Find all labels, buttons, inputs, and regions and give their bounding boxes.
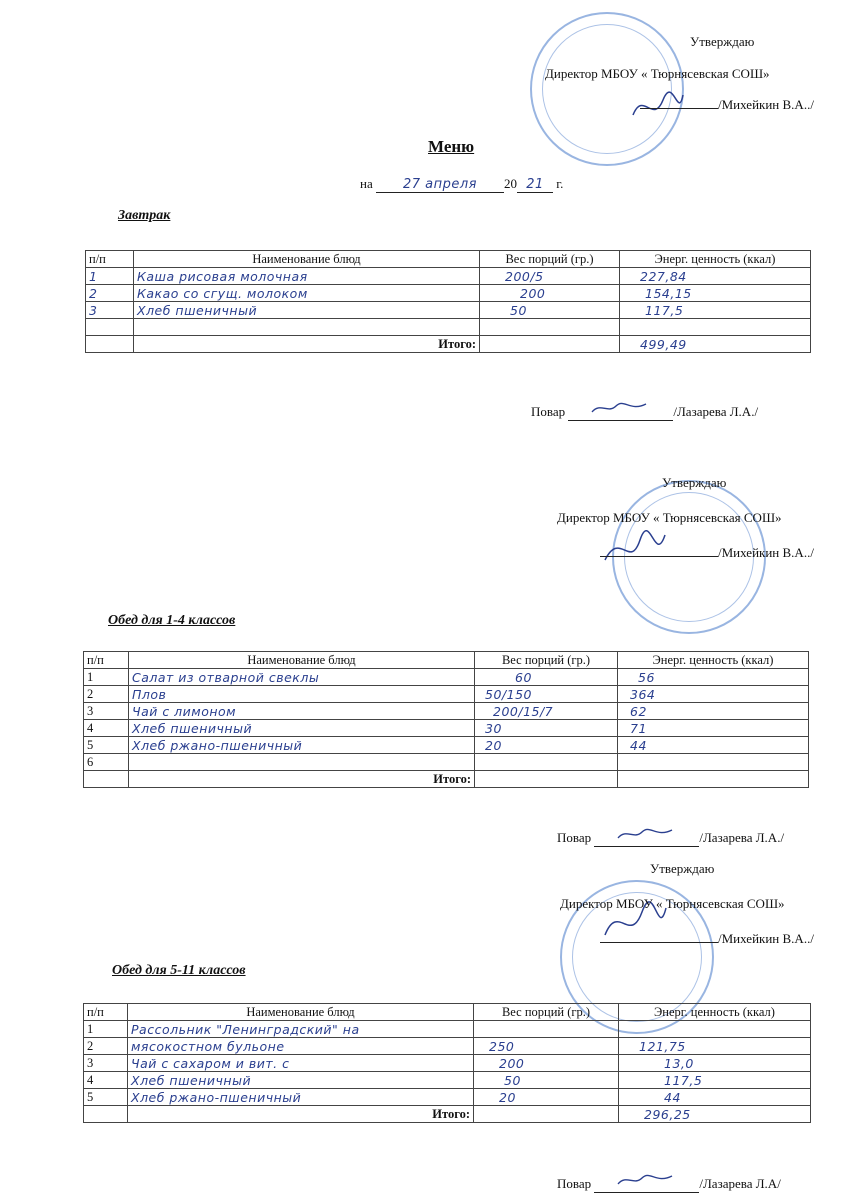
table-row — [86, 285, 811, 302]
total-label: Итого: — [128, 1106, 474, 1123]
row-weight: 50/150 — [475, 686, 618, 703]
row-weight — [480, 319, 620, 336]
cook-signature-line — [568, 400, 673, 421]
section-title-breakfast: Завтрак — [118, 208, 171, 223]
col-name: Наименование блюд — [128, 1004, 474, 1021]
row-num: 2 — [86, 285, 134, 302]
row-energy: 44 — [618, 737, 809, 754]
row-num: 5 — [84, 737, 129, 754]
director-title: Директор МБОУ « Тюрнясевская СОШ» — [545, 66, 770, 81]
row-dish: Каша рисовая молочная — [134, 268, 480, 285]
total-label: Итого: — [134, 336, 480, 353]
row-energy — [619, 1021, 811, 1038]
director-line — [600, 545, 814, 561]
row-num: 3 — [84, 1055, 128, 1072]
row-num: 3 — [84, 703, 129, 720]
director-line — [640, 97, 814, 113]
row-dish — [129, 754, 475, 771]
table-row — [84, 737, 809, 754]
row-weight: 200/15/7 — [475, 703, 618, 720]
table-total-row — [84, 1106, 811, 1123]
date-line — [360, 176, 563, 193]
col-num: п/п — [84, 1004, 128, 1021]
row-energy: 117,5 — [619, 1072, 811, 1089]
cook-signature-line — [594, 826, 699, 847]
col-name: Наименование блюд — [129, 652, 475, 669]
row-energy: 62 — [618, 703, 809, 720]
row-dish: Хлеб пшеничный — [134, 302, 480, 319]
cook-signature — [616, 1172, 676, 1188]
date-year-prefix: 20 — [503, 176, 517, 191]
row-weight: 50 — [474, 1072, 619, 1089]
row-energy: 154,15 — [620, 285, 811, 302]
total-value: 296,25 — [619, 1106, 811, 1123]
table-row — [84, 703, 809, 720]
director-line — [600, 931, 814, 947]
col-energy: Энерг. ценность (ккал) — [619, 1004, 811, 1021]
table-row — [84, 686, 809, 703]
row-dish: Рассольник "Ленинградский" на — [128, 1021, 474, 1038]
row-energy: 121,75 — [619, 1038, 811, 1055]
table-row — [84, 1021, 811, 1038]
cook-signature-line — [594, 1172, 699, 1193]
row-energy: 44 — [619, 1089, 811, 1106]
table-total-row — [86, 336, 811, 353]
row-dish: Хлеб пшеничный — [129, 720, 475, 737]
breakfast-table — [85, 250, 811, 353]
approve-label: Утверждаю — [690, 34, 755, 49]
table-header-row — [84, 652, 809, 669]
row-energy: 364 — [618, 686, 809, 703]
cook-signature — [616, 826, 676, 842]
row-num — [86, 319, 134, 336]
table-row — [84, 1055, 811, 1072]
col-num: п/п — [84, 652, 129, 669]
row-num: 5 — [84, 1089, 128, 1106]
row-num: 2 — [84, 686, 129, 703]
cook-signature — [590, 400, 650, 416]
row-weight: 50 — [480, 302, 620, 319]
table-header-row — [84, 1004, 811, 1021]
director-name: /Михейкин В.А../ — [718, 97, 814, 112]
row-weight: 60 — [475, 669, 618, 686]
table-header-row — [86, 251, 811, 268]
row-energy: 56 — [618, 669, 809, 686]
row-dish: Салат из отварной свеклы — [129, 669, 475, 686]
page-title: Меню — [428, 137, 475, 156]
row-weight: 20 — [475, 737, 618, 754]
row-dish: Хлеб ржано-пшеничный — [128, 1089, 474, 1106]
row-num: 2 — [84, 1038, 128, 1055]
col-num: п/п — [86, 251, 134, 268]
col-energy: Энерг. ценность (ккал) — [620, 251, 811, 268]
section-title-lunch-5-11: Обед для 5-11 классов — [112, 963, 246, 978]
row-dish: мясокостном бульоне — [128, 1038, 474, 1055]
cook-name: /Лазарева Л.А./ — [699, 830, 785, 845]
row-weight: 20 — [474, 1089, 619, 1106]
table-row — [84, 669, 809, 686]
row-weight: 200/5 — [480, 268, 620, 285]
row-dish: Чай с сахаром и вит. с — [128, 1055, 474, 1072]
row-dish: Хлеб пшеничный — [128, 1072, 474, 1089]
col-weight: Вес порций (гр.) — [475, 652, 618, 669]
director-name: /Михейкин В.А../ — [718, 545, 814, 560]
col-name: Наименование блюд — [134, 251, 480, 268]
cook-label: Повар — [557, 1176, 592, 1191]
row-weight: 30 — [475, 720, 618, 737]
row-dish: Какао со сгущ. молоком — [134, 285, 480, 302]
row-weight — [474, 1021, 619, 1038]
row-num: 4 — [84, 1072, 128, 1089]
section-title-lunch-1-4: Обед для 1-4 классов — [108, 613, 236, 628]
cook-label: Повар — [531, 404, 566, 419]
row-energy: 13,0 — [619, 1055, 811, 1072]
table-total-row — [84, 771, 809, 788]
col-weight: Вес порций (гр.) — [474, 1004, 619, 1021]
cook-line — [557, 826, 784, 847]
row-dish: Плов — [129, 686, 475, 703]
row-num: 6 — [84, 754, 129, 771]
cook-label: Повар — [557, 830, 592, 845]
col-energy: Энерг. ценность (ккал) — [618, 652, 809, 669]
date-day-month: 27 апреля — [376, 177, 504, 193]
lunch-1-4-table — [83, 651, 809, 788]
approve-label: Утверждаю — [662, 475, 727, 490]
row-energy: 71 — [618, 720, 809, 737]
row-num: 1 — [84, 669, 129, 686]
total-value: 499,49 — [620, 336, 811, 353]
row-num: 3 — [86, 302, 134, 319]
table-row — [84, 1038, 811, 1055]
row-weight: 200 — [480, 285, 620, 302]
table-row — [84, 1089, 811, 1106]
row-weight: 250 — [474, 1038, 619, 1055]
table-row — [84, 1072, 811, 1089]
total-label: Итого: — [129, 771, 475, 788]
cook-name: /Лазарева Л.А/ — [699, 1176, 781, 1191]
date-suffix: г. — [556, 176, 564, 191]
row-energy — [620, 319, 811, 336]
row-weight: 200 — [474, 1055, 619, 1072]
approve-label: Утверждаю — [650, 861, 715, 876]
row-dish — [134, 319, 480, 336]
total-value — [618, 771, 809, 788]
director-title: Директор МБОУ « Тюрнясевская СОШ» — [560, 896, 785, 911]
director-title: Директор МБОУ « Тюрнясевская СОШ» — [557, 510, 782, 525]
row-energy — [618, 754, 809, 771]
table-row — [86, 319, 811, 336]
row-num: 1 — [86, 268, 134, 285]
table-row — [84, 754, 809, 771]
row-weight — [475, 754, 618, 771]
row-energy: 117,5 — [620, 302, 811, 319]
table-row — [86, 302, 811, 319]
cook-line — [531, 400, 758, 421]
row-dish: Хлеб ржано-пшеничный — [129, 737, 475, 754]
table-row — [84, 720, 809, 737]
date-prefix: на — [360, 176, 373, 191]
row-num: 1 — [84, 1021, 128, 1038]
col-weight: Вес порций (гр.) — [480, 251, 620, 268]
row-energy: 227,84 — [620, 268, 811, 285]
lunch-5-11-table — [83, 1003, 811, 1123]
director-name: /Михейкин В.А../ — [718, 931, 814, 946]
row-num: 4 — [84, 720, 129, 737]
cook-name: /Лазарева Л.А./ — [673, 404, 759, 419]
date-year-suffix: 21 — [517, 177, 553, 193]
cook-line — [557, 1172, 781, 1193]
row-dish: Чай с лимоном — [129, 703, 475, 720]
table-row — [86, 268, 811, 285]
